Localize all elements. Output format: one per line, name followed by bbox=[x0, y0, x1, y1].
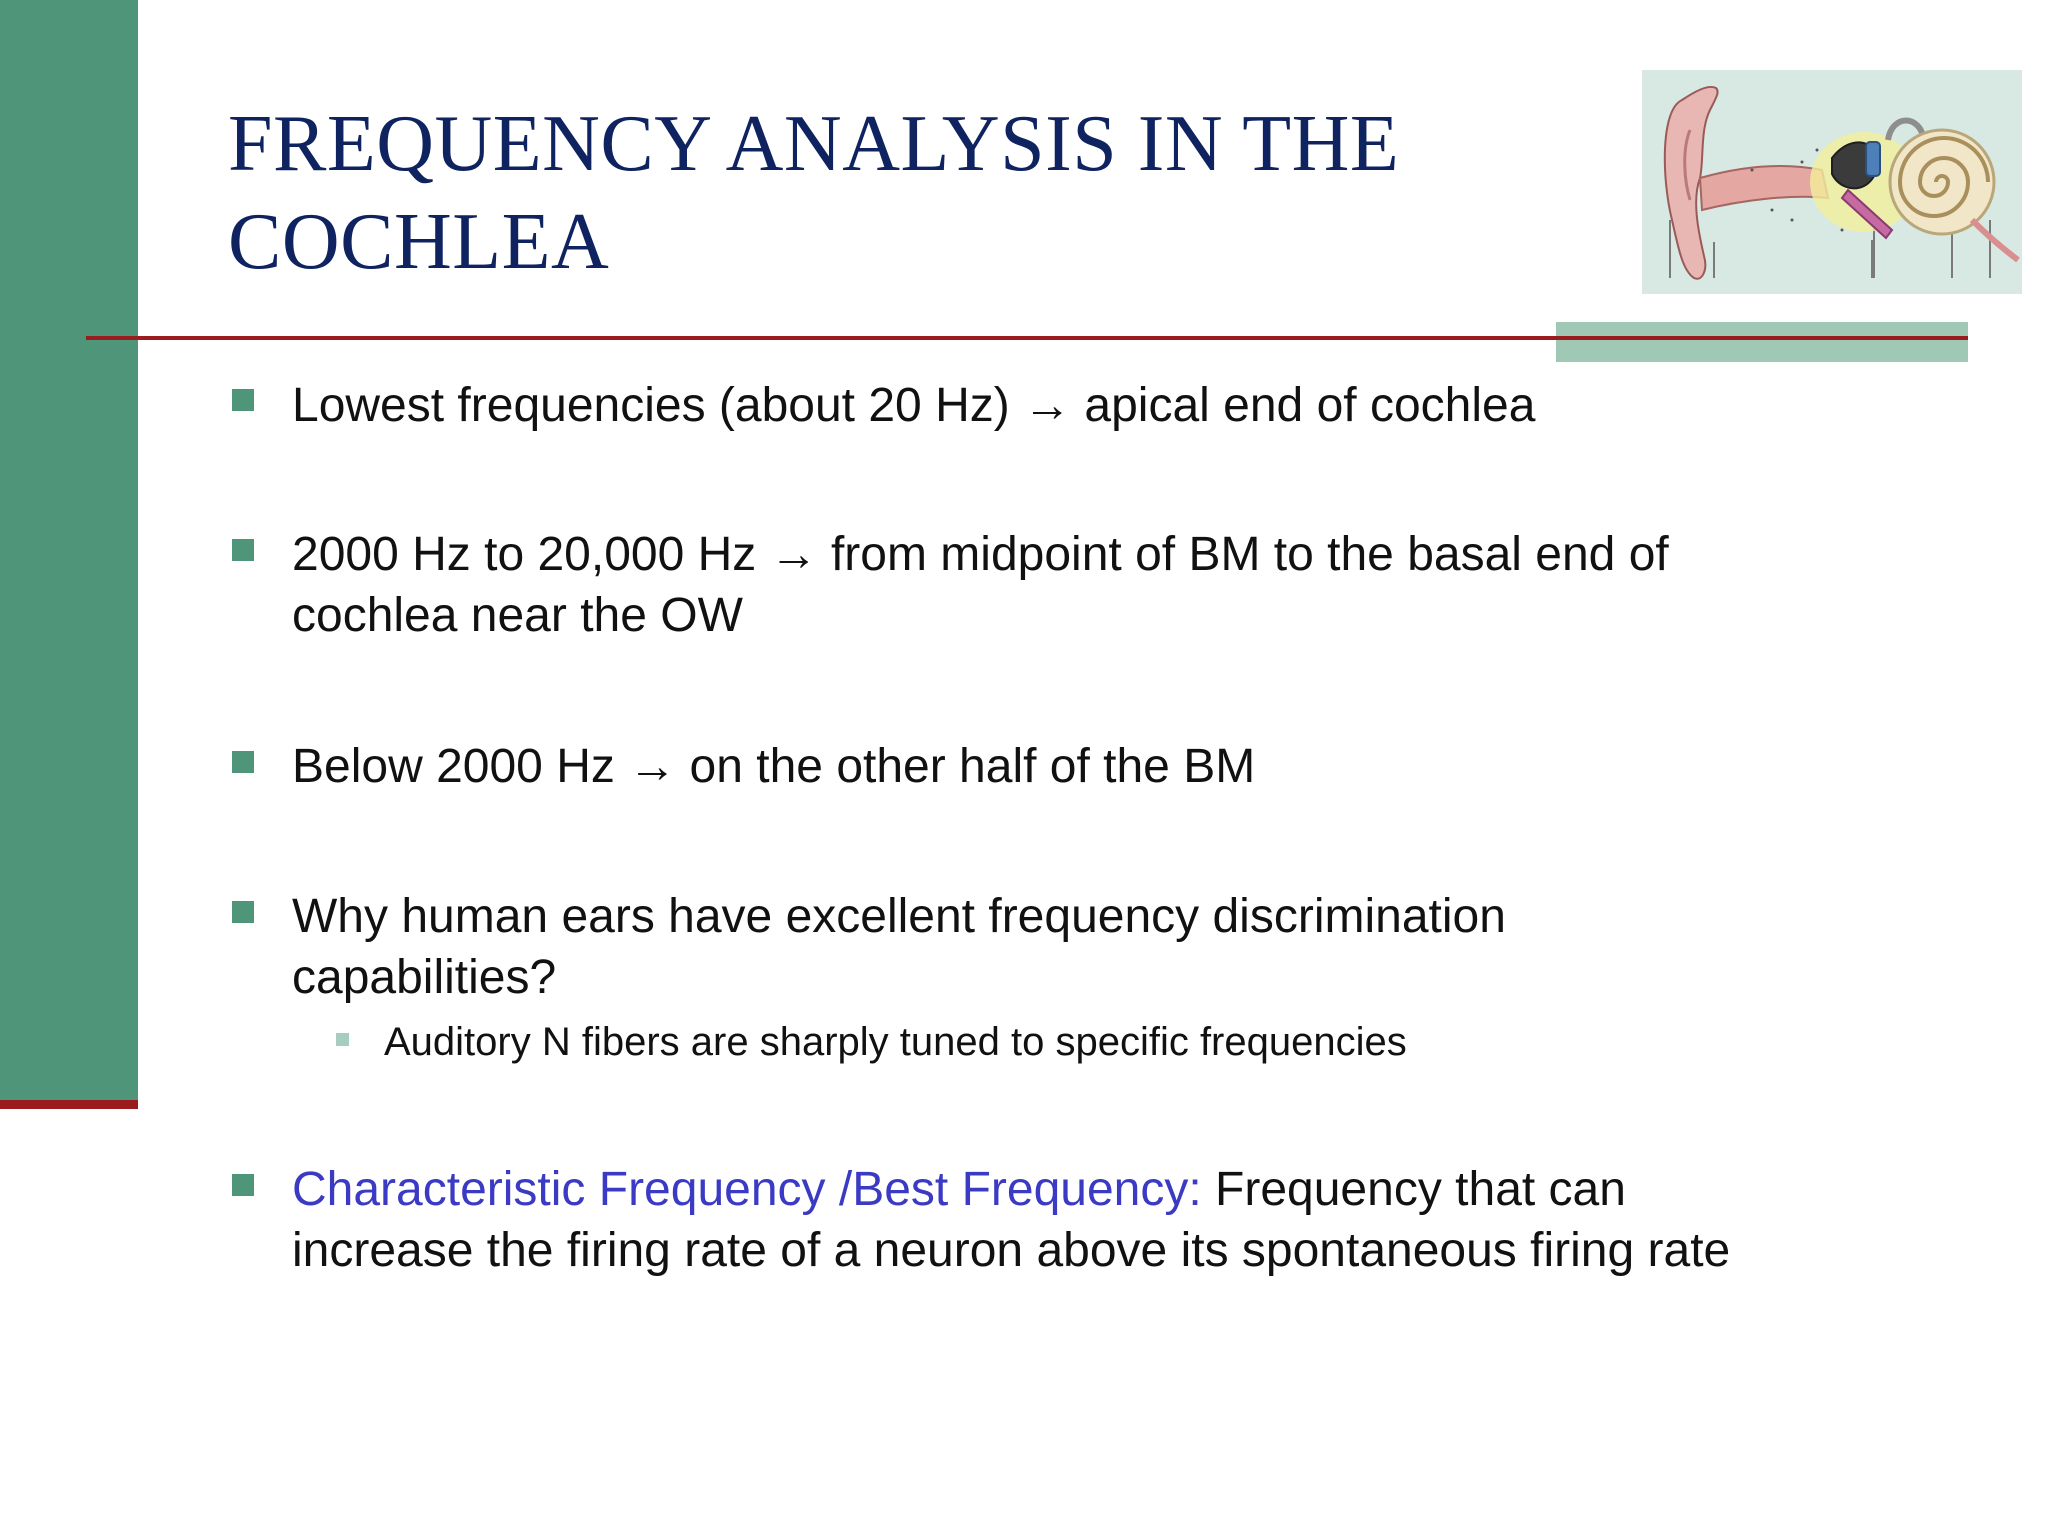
bullet-marker-icon bbox=[232, 901, 254, 923]
bullet-item-2 bbox=[292, 524, 1892, 646]
definition-term: Characteristic Frequency /Best Frequency: bbox=[292, 1163, 1202, 1216]
bullet-marker-icon bbox=[232, 1174, 254, 1196]
bullet-item-2-line-1: 2000 Hz to 20,000 Hz → from midpoint of BM to the basal end of bbox=[292, 528, 1669, 581]
bullet-item-5 bbox=[292, 1159, 1892, 1281]
slide-title-line-2: COCHLEA bbox=[228, 198, 610, 286]
sub-bullet-item-text: Auditory N fibers are sharply tuned to specific frequencies bbox=[384, 1020, 1407, 1064]
bullet-marker-icon bbox=[232, 751, 254, 773]
bullet-item-1 bbox=[292, 375, 1892, 436]
bullet-marker-icon bbox=[232, 539, 254, 561]
bullet-item-5-line-1 bbox=[292, 1159, 1892, 1220]
bullet-item-4-line-1: Why human ears have excellent frequency discrimination bbox=[292, 890, 1506, 943]
bullet-item-2-line-2: cochlea near the OW bbox=[292, 589, 743, 642]
bullet-item-3-text: Below 2000 Hz → on the other half of the BM bbox=[292, 740, 1256, 793]
bullet-item-5-line-2: increase the firing rate of a neuron above its spontaneous firing rate bbox=[292, 1224, 1731, 1277]
bullet-item-1-text: Lowest frequencies (about 20 Hz) → apical end of cochlea bbox=[292, 379, 1536, 432]
bullet-marker-icon bbox=[232, 389, 254, 411]
sub-bullet-item bbox=[384, 1017, 1884, 1067]
sub-bullet-marker-icon bbox=[336, 1033, 349, 1046]
slide-title-line-1: FREQUENCY ANALYSIS IN THE bbox=[228, 100, 1400, 188]
bullet-item-3 bbox=[292, 736, 1892, 797]
bullet-item-4 bbox=[292, 886, 1892, 1008]
bullet-item-4-line-2: capabilities? bbox=[292, 951, 557, 1004]
definition-text-start: Frequency that can bbox=[1201, 1163, 1626, 1216]
